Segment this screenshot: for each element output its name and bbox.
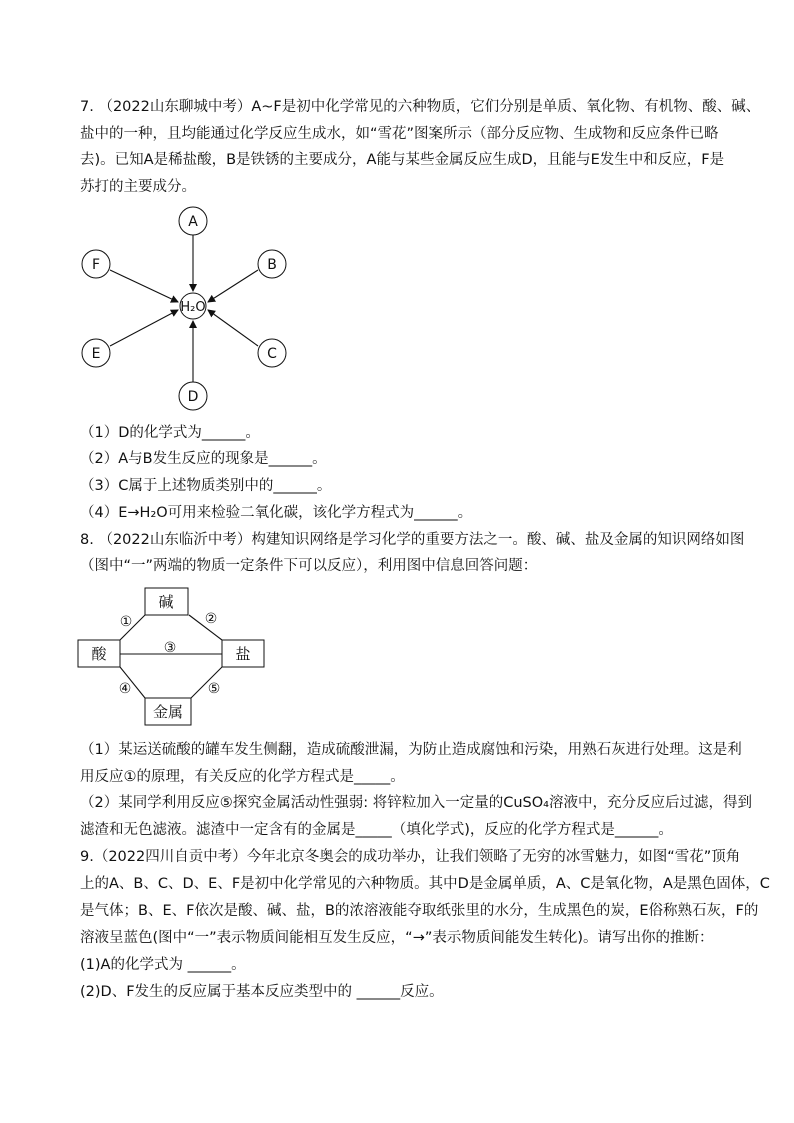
arrow-c-to-water (208, 310, 258, 346)
q8-sub-2-line-1: （2）某同学利用反应⑤探究金属活动性强弱: 将锌粒加入一定量的CuSO₄溶液中，充分反应后过滤，得到 (80, 795, 752, 811)
arrow-f-to-water (110, 270, 178, 302)
box-metal-label: 金属 (152, 703, 184, 721)
q7-sub-1: （1）D的化学式为______。 (80, 425, 260, 441)
node-a-label: A (188, 214, 198, 230)
arrow-b-to-water (208, 270, 258, 302)
node-c-label: C (267, 346, 277, 362)
q8-stem-line-2: （图中“一”两端的物质一定条件下可以反应），利用图中信息回答问题： (80, 558, 538, 574)
box-acid-label: 酸 (91, 645, 107, 663)
node-f-label: F (91, 257, 101, 273)
q7-sub-4: （4）E→H₂O可用来检验二氧化碳，该化学方程式为______。 (80, 505, 473, 521)
q7-stem-line-3: 去)。已知A是稀盐酸，B是铁锈的主要成分，A能与某些金属反应生成D，且能与E发生中和反应，F是 (80, 152, 725, 168)
node-b-label: B (267, 257, 277, 273)
reaction-label-5: ⑤ (207, 681, 221, 697)
q9-stem-line-3: 是气体；B、E、F依次是酸、碱、盐，B的浓溶液能夺取纸张里的水分，生成黑色的炭，E俗称熟石灰，F的 (80, 903, 759, 919)
reaction-label-4: ④ (118, 681, 132, 697)
q8-sub-1-line-1: （1）某运送硫酸的罐车发生侧翻，造成硫酸泄漏，为防止造成腐蚀和污染，用熟石灰进行处理。这是利 (80, 742, 742, 758)
node-e-label: E (91, 346, 101, 362)
q8-stem-line-1: 8. （2022山东临沂中考）构建知识网络是学习化学的重要方法之一。酸、碱、盐及金属的知识网络如图 (80, 532, 745, 548)
reaction-label-1: ① (119, 614, 133, 630)
box-base-label: 碱 (158, 593, 174, 611)
node-d-label: D (187, 389, 199, 405)
q9-stem-line-4: 溶液呈蓝色(图中“一”表示物质间能相互发生反应，“→”表示物质间能发生转化)。请写出你的推断： (80, 930, 714, 946)
node-water-label: H₂O (180, 300, 206, 315)
arrow-e-to-water (110, 310, 178, 346)
q7-sub-2: （2）A与B发生反应的现象是______。 (80, 451, 327, 467)
q7-sub-3: （3）C属于上述物质类别中的______。 (80, 478, 332, 494)
q9-stem-line-2: 上的A、B、C、D、E、F是初中化学常见的六种物质。其中D是金属单质，A、C是氧化物，A是黑色固体，C (80, 876, 770, 892)
q7-stem-line-4: 苏打的主要成分。 (80, 179, 196, 195)
reaction-label-2: ② (204, 611, 218, 627)
reaction-label-3: ③ (163, 640, 177, 656)
q7-stem-line-1: 7. （2022山东聊城中考）A~F是初中化学常见的六种物质，它们分别是单质、氧化物、有机物、酸、碱、 (80, 99, 761, 115)
q8-sub-2-line-2: 滤渣和无色滤液。滤渣中一定含有的金属是_____（填化学式)，反应的化学方程式是______。 (80, 822, 673, 838)
box-salt-label: 盐 (235, 645, 251, 663)
q9-stem-line-1: 9.（2022四川自贡中考）今年北京冬奥会的成功举办，让我们领略了无穷的冰雪魅力，如图“雪花”顶角 (80, 849, 741, 865)
q7-stem-line-2: 盐中的一种，且均能通过化学反应生成水，如“雪花”图案所示（部分反应物、生成物和反应条件已略 (80, 126, 719, 142)
q8-sub-1-line-2: 用反应①的原理，有关反应的化学方程式是_____。 (80, 769, 405, 785)
q9-sub-2: (2)D、F发生的反应属于基本反应类型中的 ______反应。 (80, 984, 444, 1000)
q9-sub-1: (1)A的化学式为 ______。 (80, 957, 246, 973)
